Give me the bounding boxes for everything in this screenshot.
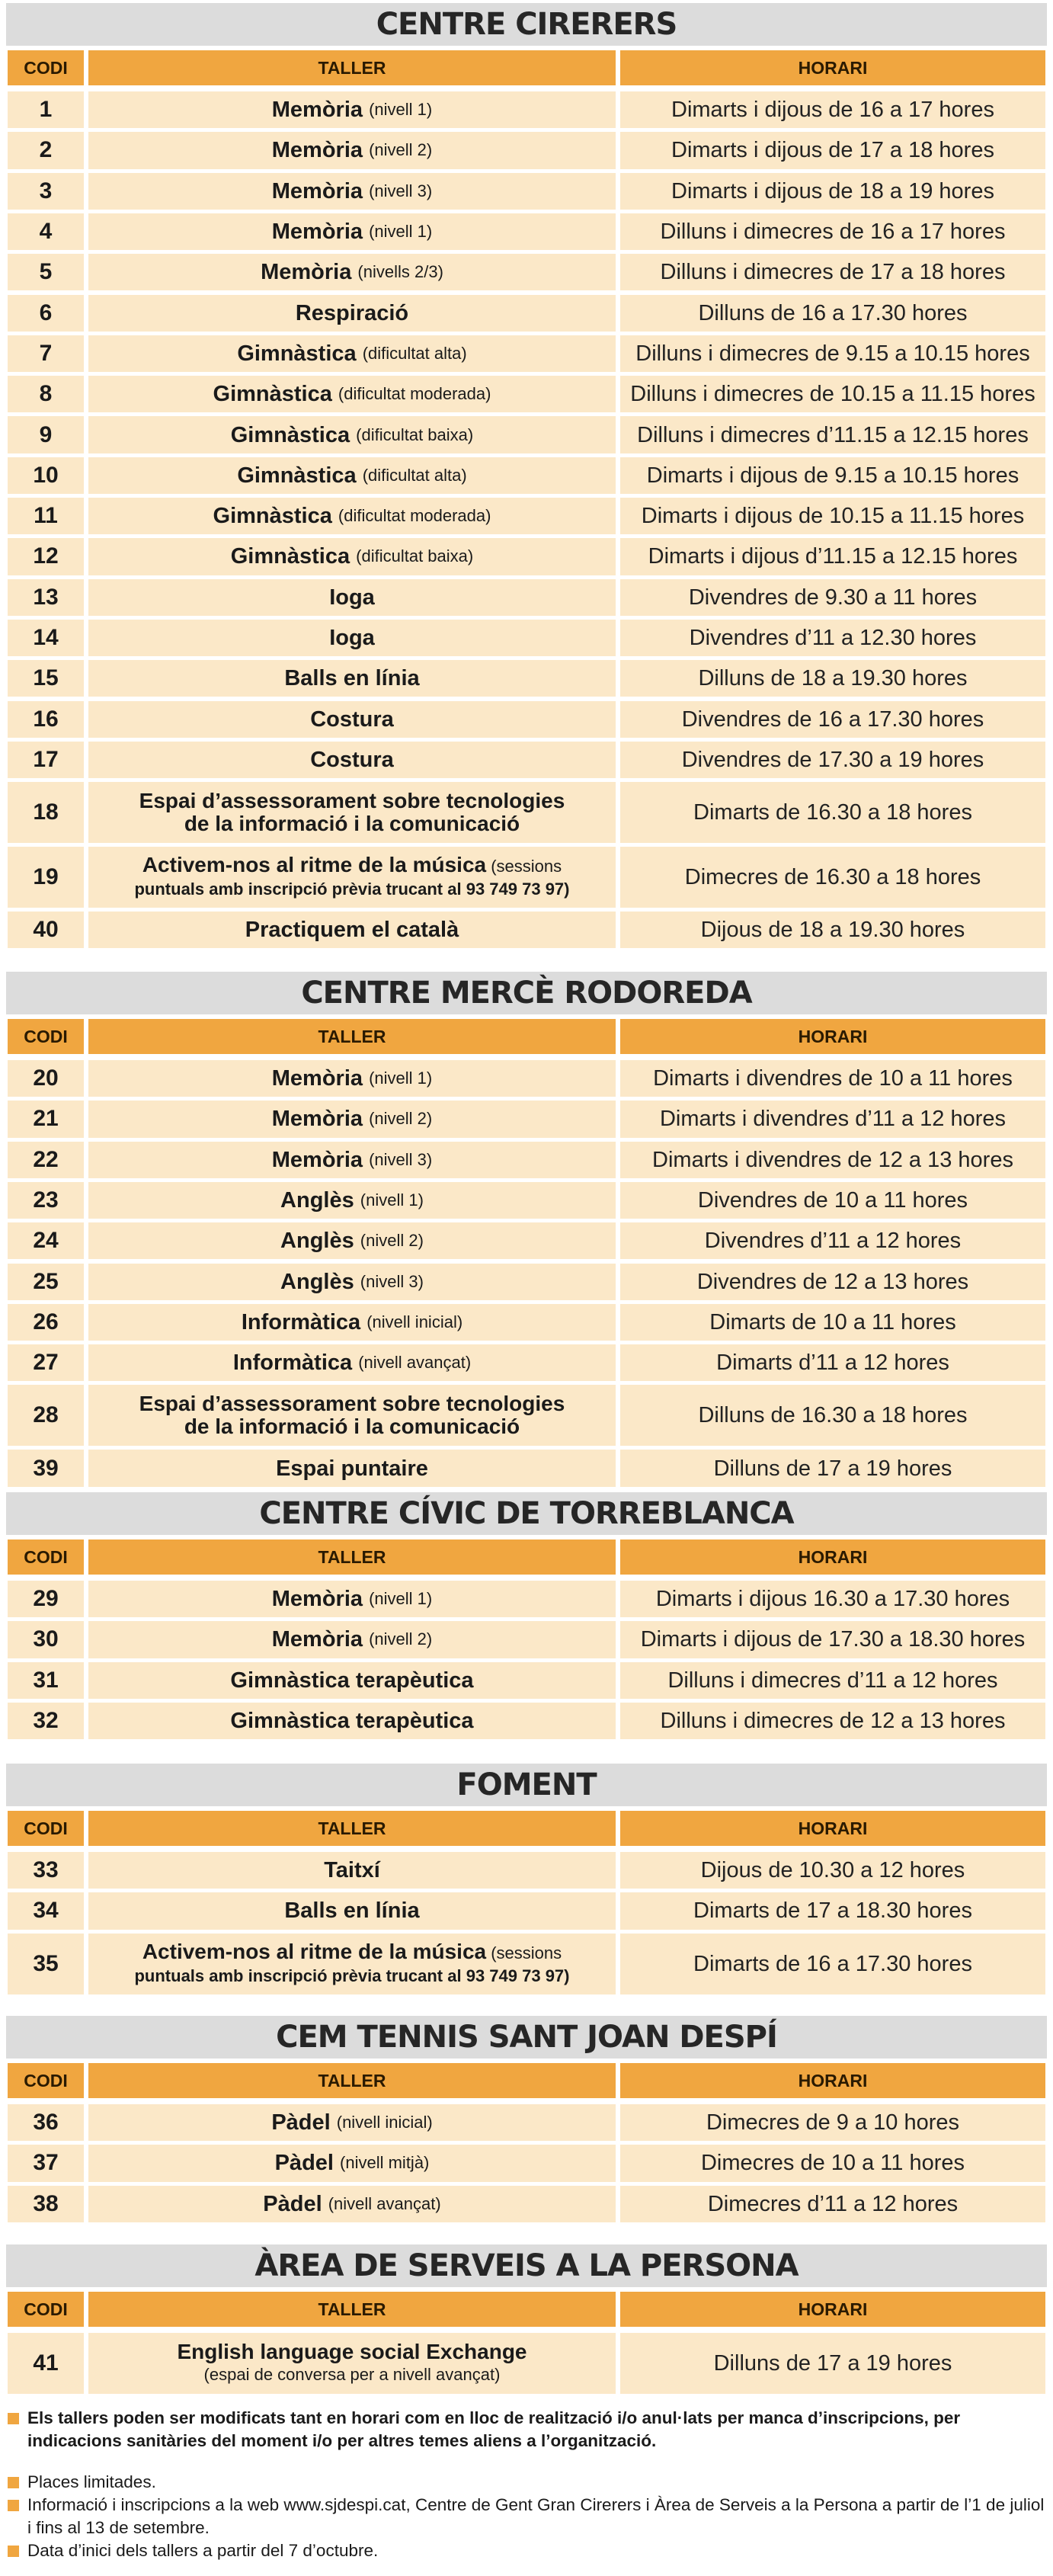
footnote: [6, 2494, 1047, 2539]
taller-level: (nivell 1): [369, 222, 433, 242]
row-horari: Dilluns de 17 a 19 hores: [620, 2333, 1045, 2394]
row-codi: 11: [8, 498, 84, 534]
taller-level: (nivell avançat): [328, 2193, 441, 2213]
taller-level: (nivell 2): [369, 1629, 433, 1649]
row-taller: [88, 1703, 616, 1739]
header-horari: HORARI: [620, 2063, 1045, 2098]
section-title: CEM TENNIS SANT JOAN DESPÍ: [6, 2016, 1047, 2059]
row-horari: Dimarts i divendres de 10 a 11 hores: [620, 1060, 1045, 1097]
row-taller: [88, 173, 616, 210]
taller-level: (nivell 2): [369, 1109, 433, 1129]
row-taller: [88, 1101, 616, 1137]
taller-line-1: [139, 1392, 565, 1415]
header-codi: CODI: [8, 2063, 84, 2098]
taller-level: (dificultat alta): [362, 343, 467, 363]
taller-name: Anglès: [280, 1229, 354, 1254]
taller-name: Espai puntaire: [276, 1456, 428, 1481]
taller-name: Informàtica: [232, 1350, 353, 1376]
row-horari: Dijous de 18 a 19.30 hores: [620, 912, 1045, 948]
row-taller: [88, 1385, 616, 1446]
taller-name: Gimnàstica: [213, 382, 332, 407]
row-taller: [88, 847, 616, 908]
row-codi: 9: [8, 416, 84, 453]
taller-name: Balls en línia: [284, 1898, 420, 1924]
taller-level: (nivell inicial): [336, 2113, 433, 2132]
row-codi: 17: [8, 742, 84, 778]
row-taller: [88, 295, 616, 332]
row-taller: [88, 254, 616, 290]
row-horari: Dilluns i dimecres d’11 a 12 hores: [620, 1662, 1045, 1699]
taller-name: Gimnàstica: [237, 341, 357, 366]
taller-level: (nivell 3): [369, 1149, 433, 1169]
header-horari: HORARI: [620, 1811, 1045, 1846]
row-horari: Dimecres de 10 a 11 hores: [620, 2145, 1045, 2181]
taller-name: Espai d’assessorament sobre tecnologies: [139, 1392, 565, 1416]
taller-name: Taitxí: [324, 1858, 380, 1883]
row-horari: Dimecres de 16.30 a 18 hores: [620, 847, 1045, 908]
row-codi: 26: [8, 1304, 84, 1341]
row-codi: 30: [8, 1621, 84, 1658]
row-codi: 1: [8, 91, 84, 128]
taller-level: (dificultat moderada): [338, 384, 491, 404]
row-codi: 5: [8, 254, 84, 290]
taller-level: (dificultat moderada): [338, 506, 491, 526]
row-horari: Dilluns de 18 a 19.30 hores: [620, 660, 1045, 697]
footnote: [6, 2407, 1047, 2453]
row-taller: [88, 660, 616, 697]
header-taller: TALLER: [88, 1811, 616, 1846]
row-horari: Dimecres d’11 a 12 hores: [620, 2186, 1045, 2222]
row-horari: Divendres d’11 a 12 hores: [620, 1222, 1045, 1259]
taller-name: Respiració: [295, 300, 409, 325]
row-taller: [88, 1304, 616, 1341]
footnote-text: Els tallers poden ser modificats tant en horari com en lloc de realització i/o anul·lats per manca d’inscripcions, per indicacions sanitàries del moment i/o per altres temes aliens a l’organització.: [27, 2408, 961, 2450]
header-taller: TALLER: [88, 50, 616, 85]
row-horari: Dimarts de 10 a 11 hores: [620, 1304, 1045, 1341]
taller-line-1: [142, 1940, 562, 1965]
row-horari: Dimarts i dijous de 18 a 19 hores: [620, 173, 1045, 210]
taller-name: Memòria: [271, 98, 363, 123]
taller-level: (nivell inicial): [366, 1312, 463, 1331]
header-codi: CODI: [8, 2292, 84, 2327]
row-codi: 41: [8, 2333, 84, 2394]
row-taller: [88, 1581, 616, 1617]
row-horari: Dimarts i divendres d’11 a 12 hores: [620, 1101, 1045, 1137]
taller-two-line: [134, 854, 569, 901]
row-codi: 3: [8, 173, 84, 210]
row-codi: 28: [8, 1385, 84, 1446]
taller-name: Anglès: [280, 1269, 354, 1294]
row-codi: 7: [8, 335, 84, 372]
taller-name: Gimnàstica: [230, 422, 350, 447]
taller-line-2: puntuals amb inscripció prèvia trucant al 93 749 73 97): [134, 879, 570, 899]
taller-level: (dificultat baixa): [356, 546, 474, 566]
taller-two-line: [177, 2341, 526, 2386]
row-codi: 23: [8, 1182, 84, 1219]
taller-name: Activem-nos al ritme de la música: [142, 853, 487, 877]
row-taller: [88, 1934, 616, 1994]
row-taller: [88, 498, 616, 534]
row-horari: Divendres de 12 a 13 hores: [620, 1264, 1045, 1300]
taller-name: Gimnàstica: [237, 463, 357, 488]
header-horari: HORARI: [620, 1540, 1045, 1575]
row-codi: 20: [8, 1060, 84, 1097]
footnote: [6, 2539, 1047, 2562]
taller-level: (nivell 1): [360, 1190, 424, 1210]
header-taller: TALLER: [88, 2063, 616, 2098]
row-horari: Dimarts d’11 a 12 hores: [620, 1344, 1045, 1381]
header-horari: HORARI: [620, 50, 1045, 85]
row-taller: [88, 1344, 616, 1381]
header-horari: HORARI: [620, 1019, 1045, 1054]
row-codi: 13: [8, 579, 84, 616]
row-horari: Dilluns i dimecres de 9.15 a 10.15 hores: [620, 335, 1045, 372]
header-codi: CODI: [8, 1811, 84, 1846]
bullet-square-icon: [8, 2413, 19, 2424]
taller-line-2: (espai de conversa per a nivell avançat): [203, 2365, 501, 2384]
taller-name: Costura: [310, 706, 394, 732]
row-taller: [88, 132, 616, 168]
row-taller: [88, 2186, 616, 2222]
taller-name: Espai d’assessorament sobre tecnologies: [139, 789, 565, 813]
taller-two-line: [139, 790, 565, 835]
row-taller: [88, 1450, 616, 1486]
taller-name: Pàdel: [271, 2110, 331, 2135]
footnote: [6, 2471, 1047, 2494]
taller-level: (dificultat alta): [362, 465, 467, 485]
section-title: CENTRE CÍVIC DE TORREBLANCA: [6, 1492, 1047, 1535]
taller-name: Memòria: [271, 1147, 363, 1172]
row-horari: Divendres d’11 a 12.30 hores: [620, 620, 1045, 656]
row-taller: [88, 1264, 616, 1300]
section-title: ÀREA DE SERVEIS A LA PERSONA: [6, 2244, 1047, 2287]
row-horari: Dimarts de 16.30 a 18 hores: [620, 782, 1045, 843]
row-taller: [88, 1662, 616, 1699]
footnote-text: Informació i inscripcions a la web www.sjdespi.cat, Centre de Gent Gran Cirerers i Àrea de Serveis a la Persona a partir de l’1 de juliol i fins al 13 de setembre.: [27, 2495, 1045, 2537]
row-codi: 31: [8, 1662, 84, 1699]
row-taller: [88, 742, 616, 778]
section-title: CENTRE CIRERERS: [6, 3, 1047, 46]
row-horari: Dimarts i dijous de 16 a 17 hores: [620, 91, 1045, 128]
bullet-square-icon: [8, 2477, 19, 2488]
row-codi: 40: [8, 912, 84, 948]
taller-name: Memòria: [271, 178, 363, 203]
taller-line-2: de la informació i la comunicació: [184, 1415, 520, 1439]
taller-name: Ioga: [329, 626, 375, 651]
row-codi: 10: [8, 457, 84, 494]
taller-name: Memòria: [271, 1066, 363, 1091]
taller-name: Practiquem el català: [245, 918, 459, 943]
row-taller: [88, 2104, 616, 2141]
row-horari: Dimarts i dijous de 17 a 18 hores: [620, 132, 1045, 168]
row-taller: [88, 2145, 616, 2181]
row-codi: 39: [8, 1450, 84, 1486]
row-codi: 29: [8, 1581, 84, 1617]
header-codi: CODI: [8, 50, 84, 85]
taller-name: Memòria: [271, 138, 363, 163]
row-taller: [88, 782, 616, 843]
taller-note: (sessions: [486, 857, 562, 876]
row-codi: 4: [8, 213, 84, 250]
row-taller: [88, 1621, 616, 1658]
row-taller: [88, 1142, 616, 1178]
row-codi: 24: [8, 1222, 84, 1259]
row-codi: 32: [8, 1703, 84, 1739]
bullet-square-icon: [8, 2500, 19, 2511]
row-codi: 19: [8, 847, 84, 908]
taller-name: Ioga: [329, 585, 375, 610]
row-codi: 18: [8, 782, 84, 843]
row-codi: 25: [8, 1264, 84, 1300]
taller-line-1: [177, 2341, 526, 2363]
taller-name: Pàdel: [274, 2151, 334, 2176]
row-horari: Dilluns de 16.30 a 18 hores: [620, 1385, 1045, 1446]
row-horari: Dimarts de 17 a 18.30 hores: [620, 1892, 1045, 1929]
taller-name: Pàdel: [263, 2191, 322, 2216]
row-horari: Dimecres de 9 a 10 hores: [620, 2104, 1045, 2141]
taller-level: (nivell mitjà): [340, 2153, 430, 2173]
taller-name: Memòria: [271, 1587, 363, 1612]
row-horari: Dimarts i divendres de 12 a 13 hores: [620, 1142, 1045, 1178]
row-taller: [88, 1892, 616, 1929]
row-taller: [88, 2333, 616, 2394]
taller-level: (nivell 1): [369, 1589, 433, 1609]
row-horari: Divendres de 9.30 a 11 hores: [620, 579, 1045, 616]
row-codi: 36: [8, 2104, 84, 2141]
row-taller: [88, 701, 616, 738]
taller-name: Gimnàstica: [230, 544, 350, 569]
taller-level: (nivell 1): [369, 1069, 433, 1088]
header-horari: HORARI: [620, 2292, 1045, 2327]
row-codi: 22: [8, 1142, 84, 1178]
taller-name: Memòria: [271, 219, 363, 245]
row-horari: Dimarts i dijous de 10.15 a 11.15 hores: [620, 498, 1045, 534]
row-horari: Divendres de 17.30 a 19 hores: [620, 742, 1045, 778]
row-taller: [88, 538, 616, 575]
row-taller: [88, 335, 616, 372]
taller-line-1: [142, 854, 562, 878]
header-taller: TALLER: [88, 2292, 616, 2327]
row-taller: [88, 579, 616, 616]
row-codi: 35: [8, 1934, 84, 1994]
row-horari: Dimarts i dijous d’11.15 a 12.15 hores: [620, 538, 1045, 575]
row-codi: 37: [8, 2145, 84, 2181]
row-horari: Dimarts i dijous de 9.15 a 10.15 hores: [620, 457, 1045, 494]
taller-name: Memòria: [271, 1627, 363, 1652]
row-horari: Dimarts i dijous 16.30 a 17.30 hores: [620, 1581, 1045, 1617]
header-codi: CODI: [8, 1019, 84, 1054]
header-taller: TALLER: [88, 1540, 616, 1575]
taller-level: (nivell 2): [369, 140, 433, 160]
row-codi: 16: [8, 701, 84, 738]
row-horari: Dilluns i dimecres de 16 a 17 hores: [620, 213, 1045, 250]
row-codi: 8: [8, 376, 84, 412]
row-codi: 34: [8, 1892, 84, 1929]
taller-name: Anglès: [280, 1188, 354, 1213]
taller-line-1: [139, 790, 565, 812]
row-horari: Divendres de 10 a 11 hores: [620, 1182, 1045, 1219]
header-codi: CODI: [8, 1540, 84, 1575]
row-codi: 27: [8, 1344, 84, 1381]
taller-name: Gimnàstica: [213, 504, 332, 529]
taller-level: (nivell 1): [369, 100, 433, 120]
row-codi: 21: [8, 1101, 84, 1137]
row-codi: 33: [8, 1852, 84, 1889]
row-horari: Dilluns i dimecres de 12 a 13 hores: [620, 1703, 1045, 1739]
row-taller: [88, 91, 616, 128]
row-taller: [88, 620, 616, 656]
taller-level: (nivell avançat): [358, 1353, 472, 1373]
row-horari: Dilluns i dimecres de 17 a 18 hores: [620, 254, 1045, 290]
row-codi: 12: [8, 538, 84, 575]
row-horari: Dijous de 10.30 a 12 hores: [620, 1852, 1045, 1889]
taller-line-2: de la informació i la comunicació: [184, 812, 520, 836]
row-taller: [88, 1182, 616, 1219]
taller-name: Gimnàstica terapèutica: [230, 1709, 474, 1734]
taller-level: (dificultat baixa): [356, 425, 474, 444]
taller-name: Gimnàstica terapèutica: [230, 1668, 474, 1693]
taller-two-line: [139, 1392, 565, 1438]
taller-level: (nivell 2): [360, 1231, 424, 1251]
row-horari: Dimarts de 16 a 17.30 hores: [620, 1934, 1045, 1994]
row-horari: Dilluns de 17 a 19 hores: [620, 1450, 1045, 1486]
taller-name: Activem-nos al ritme de la música: [142, 1939, 487, 1963]
row-taller: [88, 1060, 616, 1097]
taller-level: (nivell 3): [360, 1271, 424, 1291]
row-codi: 14: [8, 620, 84, 656]
row-horari: Dilluns de 16 a 17.30 hores: [620, 295, 1045, 332]
header-taller: TALLER: [88, 1019, 616, 1054]
taller-name: English language social Exchange: [177, 2340, 527, 2363]
section-title: CENTRE MERCÈ RODOREDA: [6, 972, 1047, 1014]
bullet-square-icon: [8, 2546, 19, 2557]
row-codi: 15: [8, 660, 84, 697]
taller-level: (nivell 3): [369, 181, 433, 200]
row-taller: [88, 213, 616, 250]
row-horari: Dilluns i dimecres de 10.15 a 11.15 hores: [620, 376, 1045, 412]
footnote-text: Data d’inici dels tallers a partir del 7 d’octubre.: [27, 2541, 379, 2560]
footnote-text: Places limitades.: [27, 2472, 156, 2491]
taller-name: Balls en línia: [284, 666, 420, 691]
taller-name: Memòria: [261, 260, 352, 285]
row-codi: 2: [8, 132, 84, 168]
taller-two-line: [134, 1940, 569, 1988]
row-taller: [88, 416, 616, 453]
row-horari: Dilluns i dimecres d’11.15 a 12.15 hores: [620, 416, 1045, 453]
taller-level: (nivells 2/3): [357, 262, 443, 282]
row-codi: 6: [8, 295, 84, 332]
row-taller: [88, 376, 616, 412]
taller-line-2: puntuals amb inscripció prèvia trucant al 93 749 73 97): [134, 1966, 570, 1985]
taller-name: Memòria: [271, 1107, 363, 1132]
taller-name: Costura: [310, 747, 394, 772]
row-taller: [88, 1222, 616, 1259]
taller-name: Informàtica: [241, 1309, 361, 1334]
row-horari: Dimarts i dijous de 17.30 a 18.30 hores: [620, 1621, 1045, 1658]
section-title: FOMENT: [6, 1764, 1047, 1806]
row-taller: [88, 912, 616, 948]
row-codi: 38: [8, 2186, 84, 2222]
row-horari: Divendres de 16 a 17.30 hores: [620, 701, 1045, 738]
row-taller: [88, 1852, 616, 1889]
row-taller: [88, 457, 616, 494]
taller-note: (sessions: [486, 1943, 562, 1962]
